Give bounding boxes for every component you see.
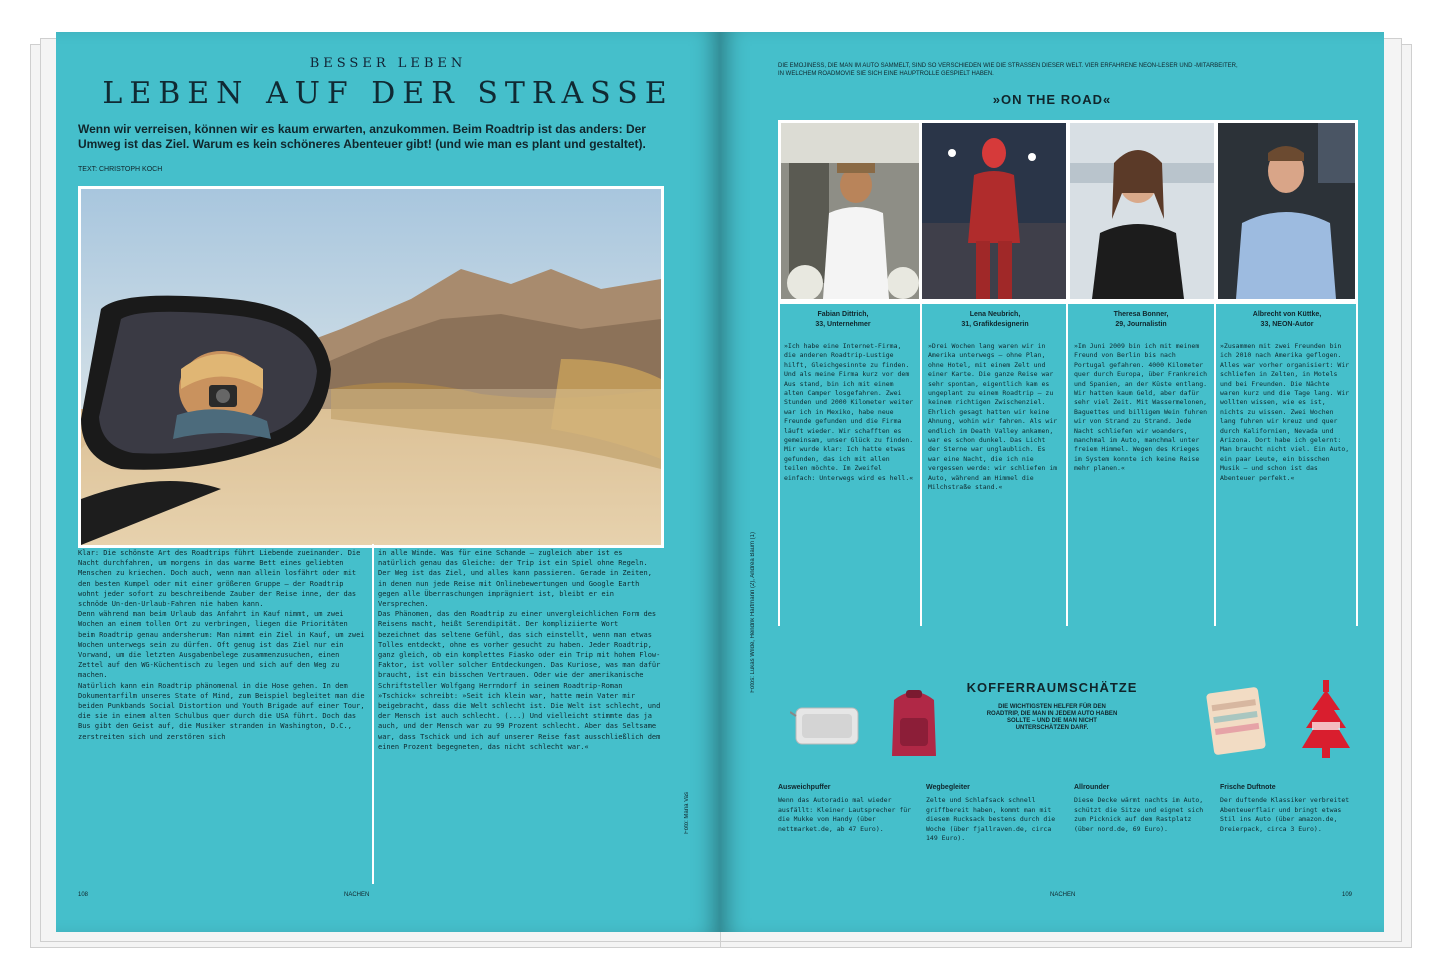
right-page (720, 32, 1384, 932)
kofferraum-heading: KOFFERRAUMSCHÄTZE (966, 680, 1138, 695)
folio-label: NACHEN (344, 892, 370, 898)
person-name: Theresa Bonner, (1113, 311, 1169, 318)
column-divider (372, 544, 374, 884)
item-4-text: Der duftende Klassiker verbreitet Abenteuerflair und bringt etwas Stil ins Auto (über amazon.de, Dreierpack, circa 3 Euro). (1220, 796, 1350, 833)
portrait-2 (922, 123, 1066, 299)
portrait-4 (1218, 123, 1355, 299)
portrait-3 (1070, 123, 1214, 299)
quote-3: »Im Juni 2009 bin ich mit meinem Freund von Berlin bis nach Portugal gefahren. 4000 Kilometer quer durch Europa, über Frankreich und Spanien, an der Küste entlang. Wir hatten kaum Geld, aber dafür sehr viel Zeit. Mit Wassermelonen, Baguettes und billigem Wein fuhren wir von Strand zu Strand. Jede Nacht schliefen wir woanders, manchmal im Auto, manchmal unter freiem Himmel. Wegen des Krieges im System konnte ich keine Reise mehr planen.« (1074, 342, 1208, 473)
quote-4: »Zusammen mit zwei Freunden bin ich 2010 nach Amerika geflogen. Alles war vorher organisiert: Wir schliefen in Zelten, in Motels und bei Freunden. Die Nächte waren kurz und die Tage lang. Wir wollten wissen, wie es ist, nichts zu wissen. Zwei Wochen lang fuhren wir kreuz und quer durch Kalifornien, Nevada und Arizona. Dort habe ich gelernt: Man braucht nicht viel. Ein Auto, ein paar Leute, ein bisschen Musik – und schon ist das Abenteuer perfekt.« (1220, 342, 1350, 482)
item-2-text: Zelte und Schlafsack schnell griffbereit haben, kommt man mit diesem Rucksack bestens durch die Woche (über fjallraven.de, circa 149 Euro). (926, 796, 1056, 842)
person-role: 33, Unternehmer (815, 321, 871, 328)
portrait-woman-red (922, 123, 1066, 299)
column-divider (920, 304, 922, 626)
intro-text: DIE EMOJINESS, DIE MAN IM AUTO SAMMELT, SIND SO VERSCHIEDEN WIE DIE STRASSEN DIESER WELT. VIER ERFAHRENE NEON-LESER UND -MITARBEITER, IN WELCHEM ROADMOVIE SIE SICH EINE HAUPTROLLE GESPIELT HABEN. (778, 63, 1238, 77)
body-paragraph: Klar: Die schönste Art des Roadtrips führt Liebende zueinander. Die Nacht durchfahren, um morgens in das warme Bett eines geliebten Menschen zu kriechen. Doch auch, wenn man allein losfährt oder mit den besten Kumpel oder mit einer größeren Gruppe – der Roadtrip wohnt jeder sofort zu beschreibende Zauber der Reise inne, der das schnöde Un-den-Urlaub-Fahren nie haben kann. (78, 549, 361, 609)
person-4-caption (1222, 310, 1352, 330)
portrait-strip (778, 120, 1358, 304)
column-divider (1214, 304, 1216, 626)
person-name: Lena Neubrich, (969, 311, 1021, 318)
person-2-caption (930, 310, 1060, 330)
person-role: 29, Journalistin (1115, 321, 1167, 328)
portrait-man-hat (781, 123, 919, 299)
quote-1: »Ich habe eine Internet-Firma, die anderen Roadtrip-Lustige hilft, Gleichgesinnte zu finden. Und als meine Firma kurz vor dem Aus stand, bin ich mit einem alten Camper losgefahren. Zwei Stunden und 2000 Kilometer weiter war ich in Mexiko, habe neue Freunde gefunden und die Firma läuft wieder. Wir schafften es gemeinsam, unser Glück zu finden. Mir wurde klar: Ich hatte etwas gefunden, das ich mit allen teilen möchte. Im Zweifel einfach: Unterwegs wird es hell.« (784, 342, 914, 482)
article-lead: Wenn wir verreisen, können wir es kaum erwarten, anzukommen. Beim Roadtrip ist das anders: Der Umweg ist das Ziel. Warum es kein schöneres Abenteuer gibt! (und wie man es plant und gestaltet). (78, 122, 646, 151)
body-paragraph: Denn während man beim Urlaub das Anfahrt in Kauf nimmt, um zwei Wochen an einem tollen Ort zu verbringen, liegen die Prioritäten beim Roadtrip genau andersherum: Man nimmt ein Ziel in Kauf, um zwei Wochen unterwegs sein zu dürfen. Oft genug ist das Ziel nur ein Vorwand, um die letzten Ausgabenbelege zusammenzusuchen, einen Zettel auf den WG-Küchentisch zu legen und sich auf den Weg zu machen. (78, 610, 365, 680)
desert-mirror-illustration (81, 189, 661, 545)
item-3-label: Allrounder (1074, 784, 1110, 791)
column-divider (1066, 304, 1068, 626)
portrait-1 (781, 123, 919, 299)
photo-credit: Foto: Maria Vas (684, 792, 690, 834)
column-divider (1356, 304, 1358, 626)
road-mirror-photo (78, 186, 664, 548)
portrait-woman-van (1070, 123, 1214, 299)
body-paragraph: Das Phänomen, das den Roadtrip zu einer unvergleichlichen Form des Reisens macht, heißt Serendipität. Der kompliziierte Wort bezeichnet das seltene Gefühl, das sich einstellt, wenn man etwas Tolles entdeckt, ohne es vorher gesucht zu haben. Jeder Roadtrip, ganz gleich, ob ein komplettes Fiasko oder ein Trip mit hohem Flow-Faktor, ist voller solcher Entdeckungen. Das Kuriose, was man dafür braucht, ist ein bisschen Vertrauen. Oder wie der amerikanische Schriftsteller Wolfgang Herrndorf in seinem Roadtrip-Roman »Tschick« schreibt: »Seit ich klein war, hatte mein Vater mir beigebracht, dass die Welt schlecht ist. Die Welt ist schlecht, und der Mensch ist auch schlecht. (...) Und vielleicht stimmte das ja auch, und der Mensch war zu 99 Prozent schlecht. Aber das Seltsame war, dass Tschick und ich auf unserer Reise fast ausschließlich dem einen Prozent begegneten, das nicht schlecht war.« (378, 610, 661, 751)
column-divider (778, 304, 780, 626)
item-1-text: Wenn das Autoradio mal wieder ausfällt: Kleiner Lautsprecher für die Mukke vom Handy (über nettmarket.de, ab 47 Euro). (778, 796, 912, 833)
quote-2: »Drei Wochen lang waren wir in Amerika unterwegs – ohne Plan, ohne Hotel, mit einem Zelt und einer Karte. Die ganze Reise war sehr spontan, eigentlich kam es ungeplant zu einem Roadtrip – zu keinem richtigen Zwischenziel. Ehrlich gesagt hatten wir keine Ahnung, wohin wir fahren. Als wir endlich im Death Valley ankamen, war es schon dunkel. Das Licht der Sterne war unglaublich. Es war eine Nacht, die ich nie vergessen werde: wir schliefen im Auto, während am Himmel die Milchstraße stand.« (928, 342, 1058, 492)
item-3-text: Diese Decke wärmt nachts im Auto, schützt die Sitze und eignet sich zum Picknick auf dem Rastplatz (über nord.de, 69 Euro). (1074, 796, 1204, 833)
person-role: 31, Grafikdesignerin (961, 321, 1029, 328)
person-3-caption (1076, 310, 1206, 330)
speaker-product-image (790, 700, 870, 760)
person-1-caption (778, 310, 908, 330)
on-the-road-heading: »ON THE ROAD« (992, 92, 1112, 107)
person-name: Albrecht von Küttke, (1252, 311, 1322, 318)
byline: TEXT: CHRISTOPH KOCH (78, 166, 163, 173)
page-number: 109 (1342, 892, 1353, 898)
body-column-2 (378, 548, 662, 884)
person-name: Fabian Dittrich, (817, 311, 869, 318)
body-column-1 (78, 548, 366, 884)
page-number: 108 (78, 892, 89, 898)
body-paragraph: Natürlich kann ein Roadtrip phänomenal in die Hose gehen. In dem Dokumentarfilm unseres State of Mind, zum Beispiel begleitet man die beiden Punkbands Social Distortion und Youth Brigade auf einer Tour, die sie in einem alten Schulbus quer durch die USA führt. Doch das Bus gibt den Geist auf, die Musiker stranden in Washington, D.C., zerstreiten sich und zerstören sich (78, 681, 365, 741)
kofferraum-intro: DIE WICHTIGSTEN HELFER FÜR DEN ROADTRIP, DIE MAN IN JEDEM AUTO HABEN SOLLTE – UND DIE MAN NICHT UNTERSCHÄTZEN DARF. (986, 704, 1118, 731)
item-1-label: Ausweichpuffer (778, 784, 831, 791)
item-4-label: Frische Duftnote (1220, 784, 1276, 791)
left-page (56, 32, 720, 932)
article-title: LEBEN AUF DER STRASSE (102, 76, 674, 111)
portrait-man-shirt (1218, 123, 1355, 299)
section-kicker: BESSER LEBEN (309, 56, 467, 71)
blanket-product-image (1202, 680, 1272, 760)
body-paragraph: in alle Winde. Was für eine Schande – zugleich aber ist es natürlich genau das Gleiche: der Trip ist ein Spiel ohne Regeln. Der Weg ist das Ziel, und alles kann passieren. Gerade in Zeiten, in denen nun jede Reise mit Onlinebewertungen und Google Earth gegen alle Überraschungen imprägniert ist, bleibt er ein Versprechen. (378, 549, 652, 609)
person-role: 33, NEON-Autor (1260, 321, 1314, 328)
folio-label: NACHEN (1050, 892, 1076, 898)
air-freshener-product-image (1296, 680, 1356, 764)
backpack-product-image (884, 682, 944, 762)
item-2-label: Wegbegleiter (926, 784, 970, 791)
photo-credits: Fotos: Lukas Wilde, Hendrik Hartmann (2), Andrea Baum (1) (750, 532, 756, 693)
